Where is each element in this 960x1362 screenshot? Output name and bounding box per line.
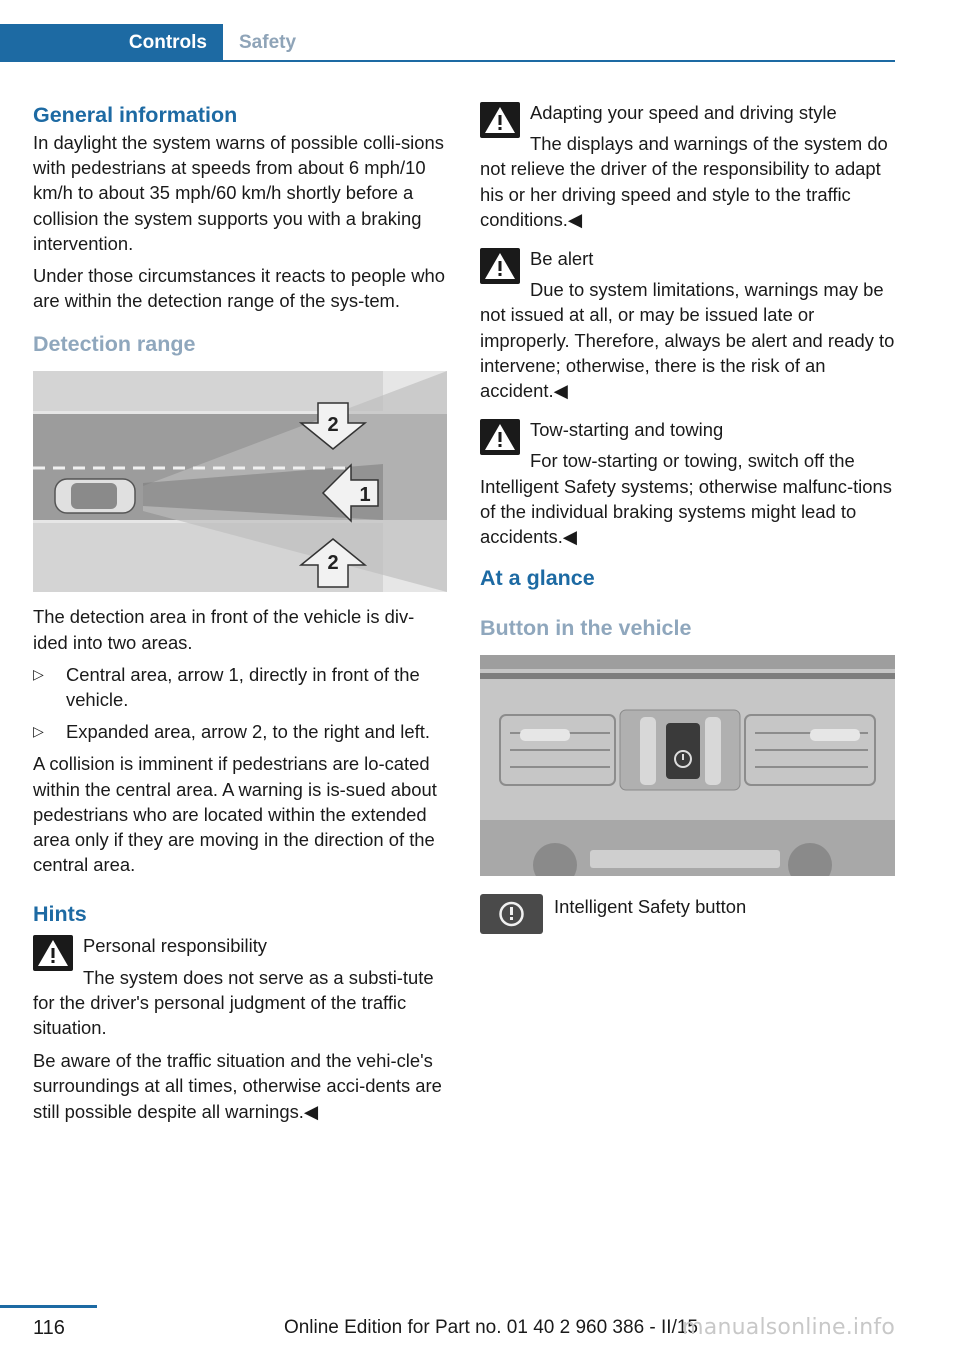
warning-title: Adapting your speed and driving style bbox=[530, 102, 837, 123]
detection-range-figure bbox=[33, 371, 447, 592]
warning-triangle-icon bbox=[480, 419, 520, 455]
arrow-2-bottom-label: 2 bbox=[327, 552, 339, 575]
general-paragraph-1: In daylight the system warns of possible colli‐sions with pedestrians at speeds from about 6 mph/10 km/h to about 35 mph/60 km/h shortly before a collision the system supports you with a braking intervention. bbox=[33, 132, 444, 254]
warning-text: For tow-starting or towing, switch off the Intelligent Safety systems; otherwise malfunc‐tions of the individual braking systems might lead to accidents.◀ bbox=[480, 450, 892, 548]
page-number: 116 bbox=[33, 1317, 65, 1339]
warning-title: Personal responsibility bbox=[83, 935, 267, 957]
hints-paragraph: Be aware of the traffic situation and the vehi‐cle's surroundings at all times, otherwise acci‐dents are still possible despite all warnings.◀ bbox=[33, 1050, 442, 1122]
detection-paragraph-2: A collision is imminent if pedestrians are lo‐cated within the central area. A warning is is‐sued about pedestrians who are located within the extended area only if they are moving in the direction of the central area. bbox=[33, 753, 437, 876]
section-tabs bbox=[0, 24, 895, 62]
intelligent-safety-button-photo-icon bbox=[666, 723, 700, 779]
detection-paragraph-1: The detection area in front of the vehicle is div‐ided into two areas. bbox=[33, 606, 415, 653]
warning-text: The displays and warnings of the system do not relieve the driver of the responsibility to adapt his or her driving speed and style to the traffic conditions.◀ bbox=[480, 133, 888, 230]
button-caption: Intelligent Safety button bbox=[554, 896, 747, 918]
detection-range-heading: Detection range bbox=[33, 332, 196, 357]
hints-heading: Hints bbox=[33, 902, 87, 927]
bullet-triangle-icon: ▷ bbox=[33, 665, 44, 682]
warning-be-alert bbox=[480, 246, 895, 403]
arrow-2-top-label: 2 bbox=[327, 414, 339, 437]
detection-area-list bbox=[33, 662, 447, 745]
button-legend-row bbox=[480, 894, 895, 938]
detection-range-diagram bbox=[33, 371, 447, 592]
warning-text: Due to system limitations, warnings may be not issued at all, or may be issued late or improperly. Therefore, always be alert and ready to intervene; otherwise, there is the risk of an accident.◀ bbox=[480, 279, 895, 402]
footer-rule bbox=[0, 1305, 97, 1308]
right-column bbox=[480, 100, 895, 938]
tab-safety[interactable]: Safety bbox=[239, 31, 297, 53]
warning-title: Be alert bbox=[530, 248, 594, 270]
warning-text: The system does not serve as a substi‐tute for the driver's personal judgment of the traffic situation. bbox=[33, 966, 434, 1039]
warning-triangle-icon bbox=[480, 248, 520, 284]
list-item: ▷ Expanded area, arrow 2, to the right and left. bbox=[33, 719, 447, 744]
watermark: manualsonline.info bbox=[682, 1315, 895, 1340]
warning-triangle-icon bbox=[33, 935, 73, 971]
button-in-vehicle-heading: Button in the vehicle bbox=[480, 616, 692, 641]
arrow-1-label: 1 bbox=[359, 484, 371, 507]
dashboard-photo bbox=[480, 655, 895, 876]
warning-triangle-icon bbox=[480, 102, 520, 138]
edition-text: Online Edition for Part no. 01 40 2 960 386 - II/15 bbox=[283, 1317, 698, 1338]
warning-title: Tow-starting and towing bbox=[530, 419, 724, 441]
list-item: ▷ Central area, arrow 1, directly in front of the vehicle. bbox=[33, 663, 420, 711]
general-paragraph-2: Under those circumstances it reacts to people who are within the detection range of the sys‐tem. bbox=[33, 265, 445, 312]
intelligent-safety-button-icon bbox=[480, 894, 543, 934]
general-information-heading: General information bbox=[33, 103, 238, 127]
warning-personal-responsibility bbox=[33, 933, 447, 1040]
warning-adapting-speed bbox=[480, 100, 895, 232]
tab-controls[interactable]: Controls bbox=[0, 24, 223, 61]
at-a-glance-heading: At a glance bbox=[480, 566, 595, 591]
left-column bbox=[33, 100, 447, 1131]
bullet-triangle-icon: ▷ bbox=[33, 723, 44, 740]
warning-tow-starting bbox=[480, 417, 895, 549]
dashboard-button-figure bbox=[480, 655, 895, 876]
